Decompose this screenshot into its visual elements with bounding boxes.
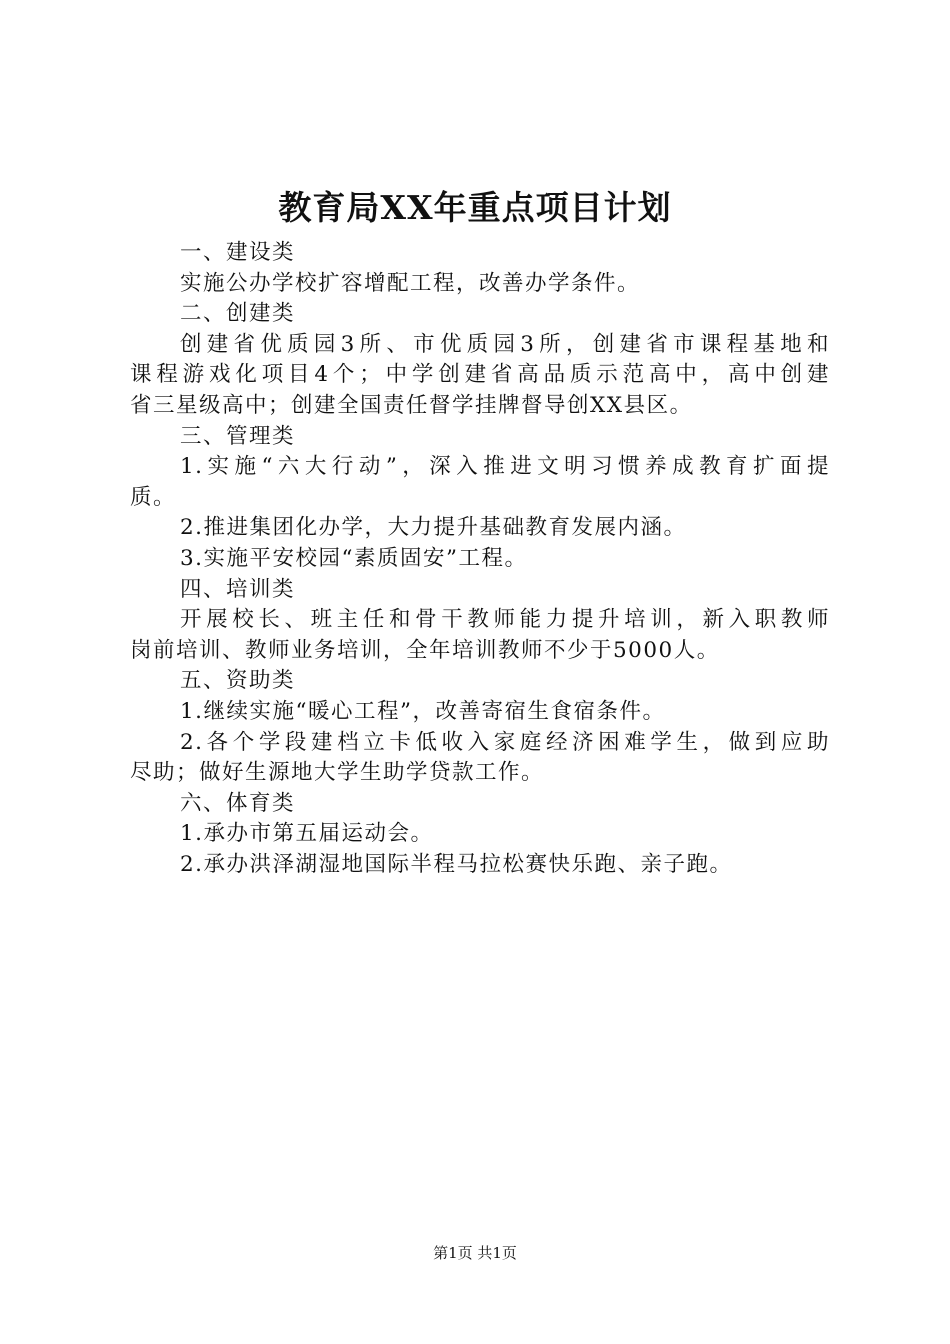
paragraph-line: 岗前培训、教师业务培训，全年培训教师不少于5000人。 (130, 637, 720, 663)
section-heading: 一、建设类 (180, 240, 296, 265)
paragraph-line: 1.继续实施“暖心工程”，改善寄宿生食宿条件。 (180, 698, 666, 724)
paragraph-line: 尽助；做好生源地大学生助学贷款工作。 (130, 760, 545, 786)
page-footer: 第1页 共1页 (433, 1244, 517, 1262)
paragraph-line: 2.承办洪泽湖湿地国际半程马拉松赛快乐跑、亲子跑。 (180, 851, 733, 877)
section-heading: 三、管理类 (180, 423, 296, 449)
paragraph-line: 1.实施“六大行动”，深入推进文明习惯养成教育扩面提 (180, 454, 830, 480)
paragraph-line: 2.推进集团化办学，大力提升基础教育发展内涵。 (180, 515, 687, 541)
document-body (130, 238, 830, 880)
document-title: 教育局XX年重点项目计划 (278, 188, 672, 227)
paragraph-line: 课程游戏化项目4个；中学创建省高品质示范高中，高中创建 (130, 362, 830, 388)
paragraph-line: 2.各个学段建档立卡低收入家庭经济困难学生，做到应助 (180, 729, 830, 755)
section-heading: 六、体育类 (180, 790, 296, 816)
paragraph-line: 实施公办学校扩容增配工程，改善办学条件。 (180, 270, 641, 296)
paragraph-line: 创建省优质园3所、市优质园3所，创建省市课程基地和 (180, 331, 830, 357)
paragraph-line: 质。 (130, 484, 177, 510)
paragraph-line: 3.实施平安校园“素质固安”工程。 (180, 545, 528, 571)
paragraph-line: 1.承办市第五届运动会。 (180, 821, 434, 847)
section-heading: 五、资助类 (180, 668, 296, 694)
paragraph-line: 开展校长、班主任和骨干教师能力提升培训，新入职教师 (180, 607, 830, 633)
section-heading: 二、创建类 (180, 301, 296, 327)
section-heading: 四、培训类 (180, 576, 296, 602)
paragraph-line: 省三星级高中；创建全国责任督学挂牌督导创XX县区。 (130, 392, 693, 418)
